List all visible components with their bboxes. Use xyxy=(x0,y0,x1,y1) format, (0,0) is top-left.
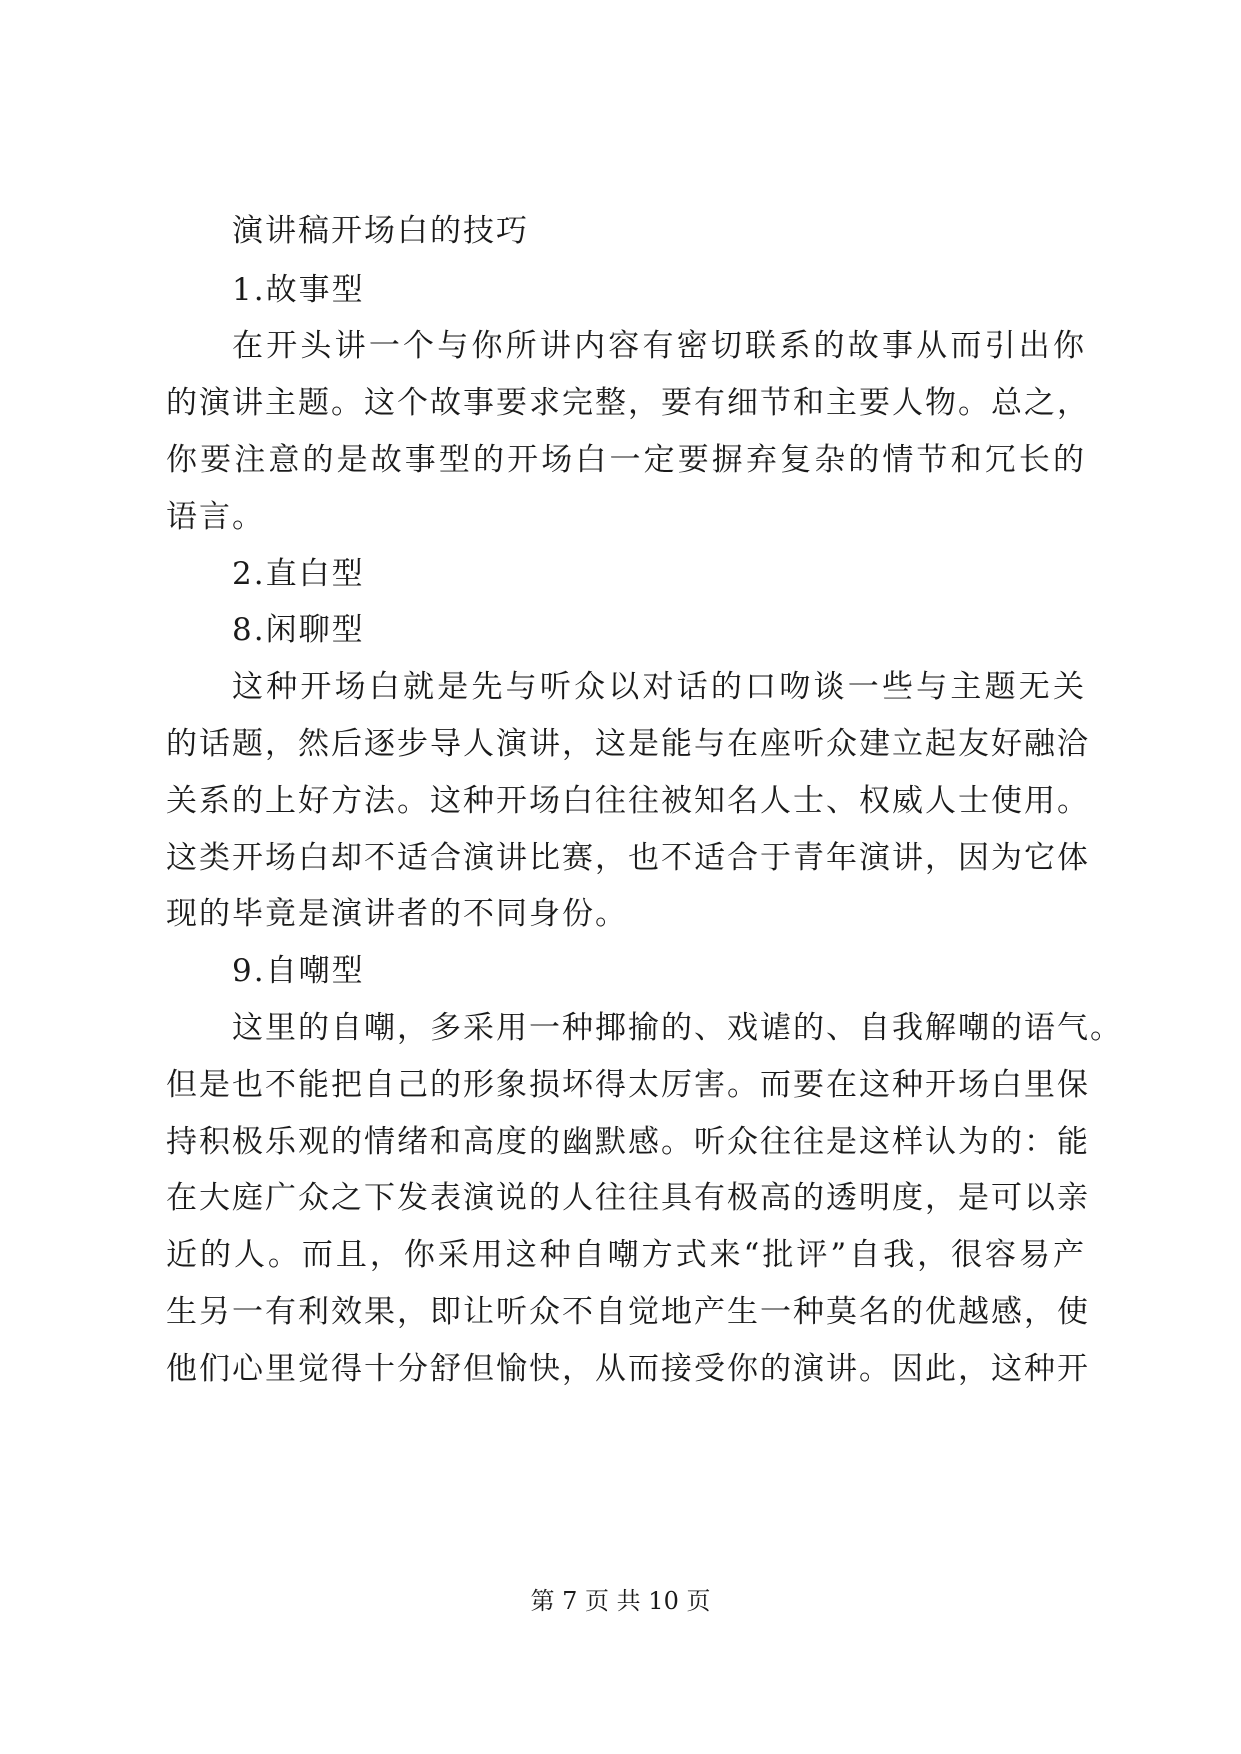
paragraph-line: 这类开场白却不适合演讲比赛，也不适合于青年演讲，因为它体 xyxy=(166,840,1090,876)
heading-chat-type: 8.闲聊型 xyxy=(232,612,365,648)
heading-self-mockery-type: 9.自嘲型 xyxy=(232,953,365,989)
paragraph-line: 现的毕竟是演讲者的不同身份。 xyxy=(166,896,628,932)
heading-direct-type: 2.直白型 xyxy=(232,556,365,592)
paragraph-line: 但是也不能把自己的形象损坏得太厉害。而要在这种开场白里保 xyxy=(166,1067,1090,1103)
paragraph-line: 的话题，然后逐步导人演讲，这是能与在座听众建立起友好融洽 xyxy=(166,726,1090,762)
heading-story-type: 1.故事型 xyxy=(232,272,365,308)
paragraph-line: 的演讲主题。这个故事要求完整，要有细节和主要人物。总之， xyxy=(166,385,1090,421)
paragraph-line: 这种开场白就是先与听众以对话的口吻谈一些与主题无关 xyxy=(232,669,1086,705)
paragraph-line: 生另一有利效果，即让听众不自觉地产生一种莫名的优越感，使 xyxy=(166,1294,1090,1330)
paragraph-line: 语言。 xyxy=(166,499,265,535)
paragraph-line: 近的人。而且，你采用这种自嘲方式来“批评”自我，很容易产 xyxy=(166,1237,1086,1273)
paragraph-line: 在开头讲一个与你所讲内容有密切联系的故事从而引出你 xyxy=(232,328,1086,364)
paragraph-line: 在大庭广众之下发表演说的人往往具有极高的透明度，是可以亲 xyxy=(166,1180,1090,1216)
section-title: 演讲稿开场白的技巧 xyxy=(232,213,529,249)
page-number-footer: 第 7 页 共 10 页 xyxy=(530,1587,711,1615)
paragraph-line: 他们心里觉得十分舒但愉快，从而接受你的演讲。因此，这种开 xyxy=(166,1351,1090,1387)
paragraph-line: 持积极乐观的情绪和高度的幽默感。听众往往是这样认为的：能 xyxy=(166,1124,1090,1160)
paragraph-line: 你要注意的是故事型的开场白一定要摒弃复杂的情节和冗长的 xyxy=(166,442,1086,478)
paragraph-line: 关系的上好方法。这种开场白往往被知名人士、权威人士使用。 xyxy=(166,783,1090,819)
paragraph-line: 这里的自嘲，多采用一种揶揄的、戏谑的、自我解嘲的语气。 xyxy=(232,1010,1123,1046)
